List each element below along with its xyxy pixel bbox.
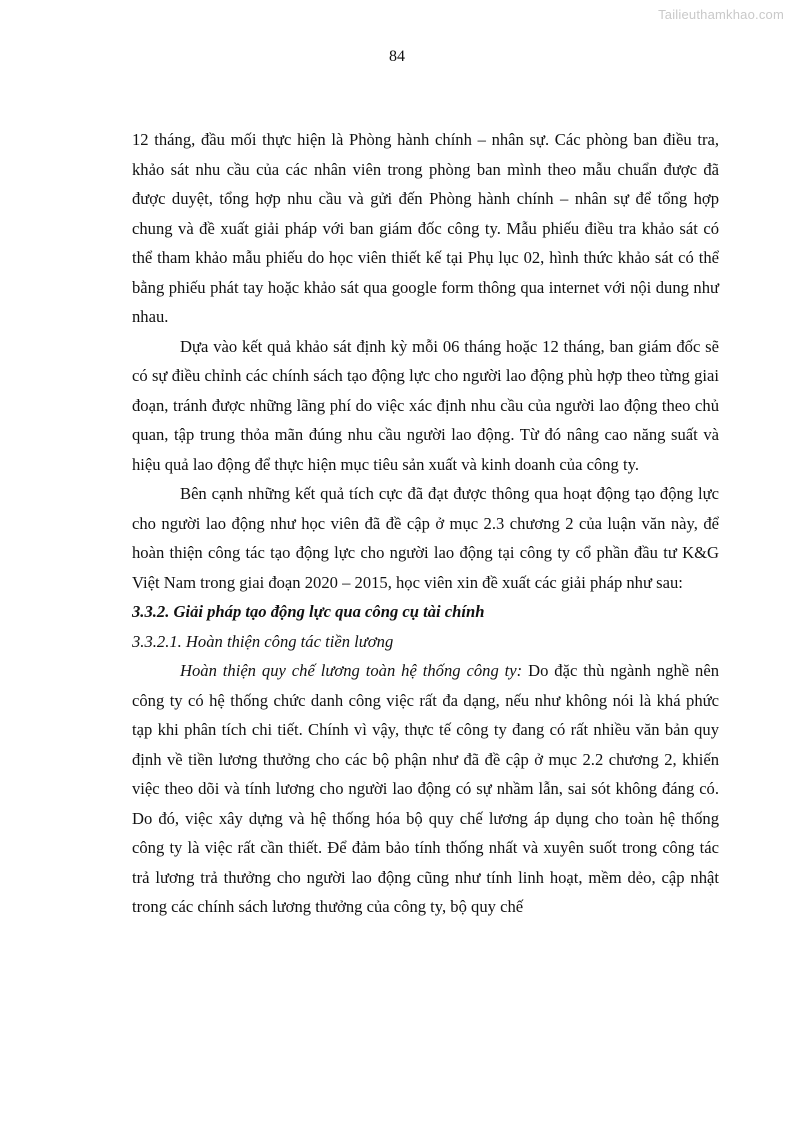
page-number: 84 bbox=[389, 48, 405, 65]
paragraph-2: Dựa vào kết quả khảo sát định kỳ mỗi 06 tháng hoặc 12 tháng, ban giám đốc sẽ có sự điều chỉnh các chính sách tạo động lực cho người lao động phù hợp theo từng giai đoạn, tránh được những lãng phí do việc xác định nhu cầu của người lao động theo chủ quan, tập trung thỏa mãn đúng nhu cầu người lao động. Từ đó nâng cao năng suất và hiệu quả lao động để thực hiện mục tiêu sản xuất và kinh doanh của công ty. bbox=[132, 336, 719, 474]
paragraph-1: 12 tháng, đầu mối thực hiện là Phòng hành chính – nhân sự. Các phòng ban điều tra, khảo sát nhu cầu của các nhân viên trong phòng ban mình theo mẫu chuẩn được đã được duyệt, tổng hợp nhu cầu và gửi đến Phòng hành chính – nhân sự để tổng hợp chung và đề xuất giải pháp với ban giám đốc công ty. Mẫu phiếu điều tra khảo sát có thể tham khảo mẫu phiếu do học viên thiết kế tại Phụ lục 02, hình thức khảo sát có thể bằng phiếu phát tay hoặc khảo sát qua google form thông qua internet với nội dung như nhau. bbox=[132, 130, 719, 326]
paragraph-4 bbox=[132, 656, 719, 922]
subsection-heading-3-3-2-1: 3.3.2.1. Hoàn thiện công tác tiền lương bbox=[132, 631, 394, 651]
paragraph-4-body: Do đặc thù ngành nghề nên công ty có hệ thống chức danh công việc rất đa dạng, nếu như không nói là khá phức tạp khi phân tích chi tiết. Chính vì vậy, thực tế công ty đang có rất nhiều văn bản quy định về tiền lương thưởng cho các bộ phận như đã đề cập ở mục 2.2 chương 2, khiến việc theo dõi và tính lương cho người lao động có sự nhầm lẫn, sai sót không đáng có. Do đó, việc xây dựng và hệ thống hóa bộ quy chế lương áp dụng cho toàn hệ thống công ty là việc rất cần thiết. Để đảm bảo tính thống nhất và xuyên suốt trong công tác trả lương trả thưởng cho người lao động cũng như tính linh hoạt, mềm dẻo, cập nhật trong các chính sách lương thưởng của công ty, bộ quy chế bbox=[132, 661, 719, 916]
paragraph-3: Bên cạnh những kết quả tích cực đã đạt được thông qua hoạt động tạo động lực cho người lao động như học viên đã đề cập ở mục 2.3 chương 2 của luận văn này, để hoàn thiện công tác tạo động lực cho người lao động tại công ty cổ phần đầu tư K&G Việt Nam trong giai đoạn 2020 – 2015, học viên xin đề xuất các giải pháp như sau: bbox=[132, 484, 719, 592]
paragraph-4-lead: Hoàn thiện quy chế lương toàn hệ thống công ty: bbox=[180, 661, 523, 680]
section-heading-3-3-2: 3.3.2. Giải pháp tạo động lực qua công cụ tài chính bbox=[132, 602, 485, 621]
watermark-text: Tailieuthamkhao.com bbox=[658, 7, 784, 22]
document-body bbox=[132, 125, 719, 922]
